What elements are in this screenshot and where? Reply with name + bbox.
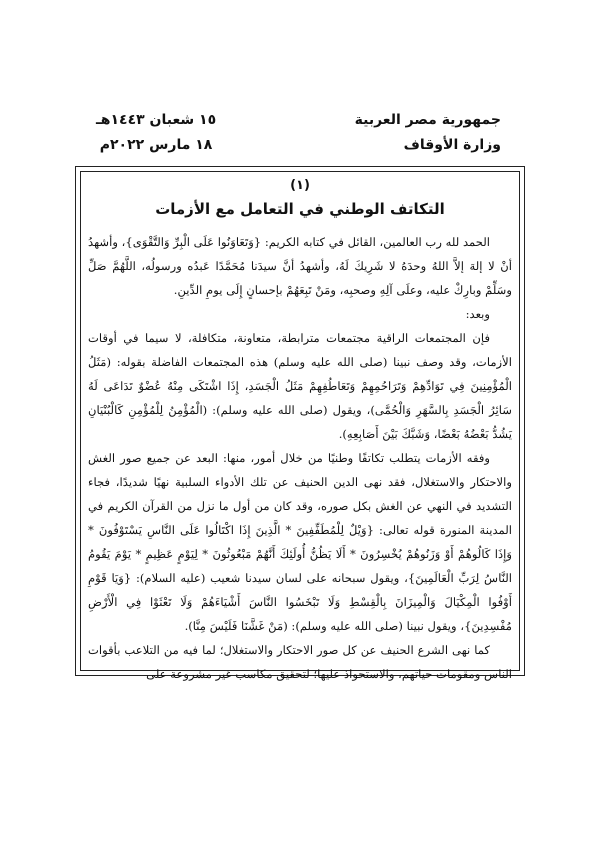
ministry-name: وزارة الأوقاف <box>403 137 501 153</box>
sermon-title: التكاتف الوطني في التعامل مع الأزمات <box>155 200 445 218</box>
sermon-body <box>88 176 512 686</box>
paragraph-transition: وبعد: <box>465 307 490 321</box>
header-dates <box>96 108 216 158</box>
header-issuer <box>355 108 501 158</box>
paragraph-opening: الحمد لله رب العالمين، القائل في كتابه الكريم: {وَتَعَاوَنُوا عَلَى الْبِرِّ وَالتَّقْوَى}، وأشهدُ أنْ لا إلهَ إلاَّ اللهُ وحدَهُ لا شَرِيكَ لَهُ، وأشهدُ أنَّ سيدَنا مُحَمَّدًا عَبدُه ورسولُه، اللَّهُمَّ صَلِّ وسَلِّمْ وبارِكْ عليه، وعلَى آلِهِ وصحبِه، ومَنْ تَبِعَهُمْ بإحسانٍ إِلَى يومِ الدِّينِ. <box>88 235 512 297</box>
paragraph-societies: فإن المجتمعات الراقية مجتمعات مترابطة، متعاونة، متكافلة، لا سيما في أوقات الأزمات، وقد وصف نبينا (صلى الله عليه وسلم) هذه المجتمعات الفاضلة بقوله: (مَثَلُ الْمُؤْمِنِينَ فِي تَوَادِّهِمْ وَتَرَاحُمِهِمْ وَتَعَاطُفِهِمْ مَثَلُ الْجَسَدِ، إِذَا اشْتَكَى مِنْهُ عُضْوٌ تَدَاعَى لَهُ سَائِرُ الْجَسَدِ بِالسَّهَرِ وَالْحُمَّى)، ويقول (صلى الله عليه وسلم): (الْمُؤْمِنُ لِلْمُؤْمِنِ كَالْبُنْيَانِ يَشُدُّ بَعْضُهُ بَعْضًا، وَشَبَّكَ بَيْنَ أَصَابِعِهِ). <box>88 331 512 441</box>
paragraph-monopoly: كما نهى الشرع الحنيف عن كل صور الاحتكار والاستغلال؛ لما فيه من التلاعب بأقوات الناس ومقومات حياتهم، والاستحواذ عليها؛ لتحقيق مكاسب غير مشروعة على <box>88 643 512 681</box>
page-header <box>96 108 501 158</box>
date-gregorian: ١٨ مارس ٢٠٢٢م <box>99 137 213 153</box>
country-name: جمهورية مصر العربية <box>354 112 501 128</box>
paragraph-crisis: وفقه الأزمات يتطلب تكاتفًا وطنيًا من خلال أمور، منها: البعد عن جميع صور الغش والاحتكار والاستغلال، فقد نهى الدين الحنيف عن تلك الأدواء السلبية نهيًا شديدًا، فجاء التشديد في النهي عن الغش بكل صوره، وقد كان من أول ما نزل من القرآن الكريم في المدينة المنورة قوله تعالى: {وَيْلٌ لِلْمُطَفِّفِينَ * الَّذِينَ إِذَا اكْتَالُوا عَلَى النَّاسِ يَسْتَوْفُونَ * وَإِذَا كَالُوهُمْ أَوْ وَزَنُوهُمْ يُخْسِرُونَ * أَلَا يَظُنُّ أُولَئِكَ أَنَّهُمْ مَبْعُوثُونَ * لِيَوْمٍ عَظِيمٍ * يَوْمَ يَقُومُ النَّاسُ لِرَبِّ الْعَالَمِينَ}، ويقول سبحانه على لسان سيدنا شعيب (عليه السلام): {وَيَا قَوْمِ أَوْفُوا الْمِكْيَالَ وَالْمِيزَانَ بِالْقِسْطِ وَلَا تَبْخَسُوا النَّاسَ أَشْيَاءَهُمْ وَلَا تَعْثَوْا فِي الْأَرْضِ مُفْسِدِينَ}، ويقول نبينا (صلى الله عليه وسلم): (مَنْ غَشَّنَا فَلَيْسَ مِنَّا). <box>88 451 512 633</box>
sermon-number: (١) <box>290 178 310 193</box>
date-hijri: ١٥ شعبان ١٤٤٣هـ <box>96 112 217 128</box>
